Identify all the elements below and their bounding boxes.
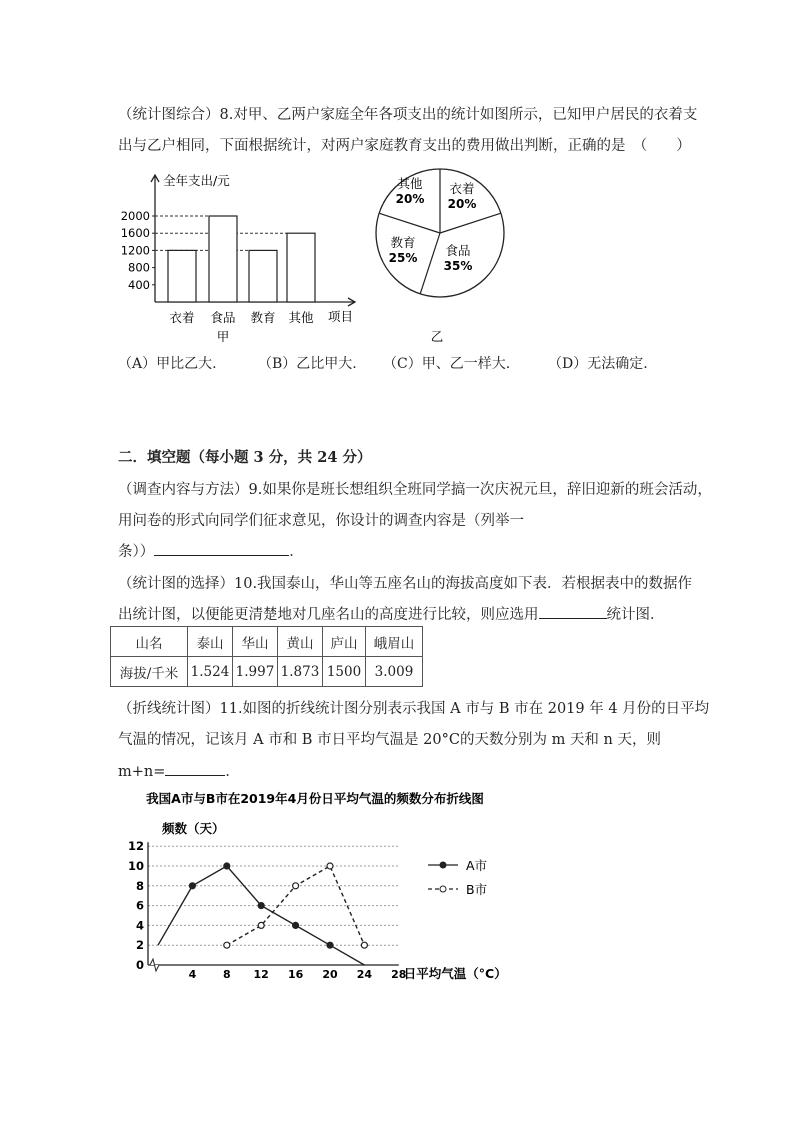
table-header-cell: 黄山 — [278, 627, 323, 657]
y-axis-label: 频数（天） — [162, 821, 225, 836]
x-tick-label: 8 — [222, 968, 231, 981]
pie-slice-value: 20% — [395, 192, 425, 206]
table-header-cell: 泰山 — [188, 627, 233, 657]
table-row — [111, 627, 423, 657]
y-tick-label: 8 — [135, 878, 144, 893]
section-title: 二．填空题（每小题 3 分，共 24 分） — [118, 449, 372, 466]
y-tick-label: 1200 — [120, 243, 150, 258]
y-tick-label: 2 — [135, 938, 144, 953]
q8-option-a: （A）甲比乙大. — [118, 356, 217, 372]
q10-line2 — [118, 603, 665, 624]
q11-line3-text: m+n= — [118, 764, 166, 780]
table-cell: 1.873 — [278, 657, 323, 687]
data-point — [224, 863, 230, 869]
q10-line1: （统计图的选择）10.我国泰山，华山等五座名山的海拔高度如下表．若根据表中的数据作 — [118, 576, 693, 592]
y-tick-label: 6 — [135, 898, 144, 913]
y-tick-label: 10 — [127, 859, 144, 873]
q8-line1: （统计图综合）8.对甲、乙两户家庭全年各项支出的统计如图所示，已知甲户居民的衣着支 — [118, 107, 698, 123]
table-cell: 3.009 — [366, 657, 423, 687]
x-tick-label: 其他 — [288, 310, 314, 325]
series-line — [158, 866, 364, 965]
y-tick-label: 4 — [135, 918, 144, 933]
series-line — [227, 866, 365, 945]
data-point — [327, 942, 333, 948]
x-tick-label: 食品 — [210, 310, 236, 325]
chart-title: 我国A市与B市在2019年4月份日平均气温的频数分布折线图 — [146, 791, 484, 806]
data-point — [189, 883, 195, 889]
chart-caption: 乙 — [430, 329, 444, 344]
y-tick-label: 1600 — [120, 226, 150, 241]
data-point — [293, 883, 299, 889]
table-header-cell: 山名 — [111, 627, 188, 657]
y-tick-label: 400 — [128, 277, 150, 292]
line-chart — [110, 785, 540, 985]
x-tick-label: 衣着 — [169, 310, 195, 325]
mountain-table — [110, 626, 423, 687]
data-point — [224, 942, 230, 948]
table-cell: 1.524 — [188, 657, 233, 687]
q9-line3-text: 条） — [118, 544, 140, 560]
data-point — [293, 922, 299, 928]
pie-slice-label: 食品 — [445, 243, 471, 258]
pie-slice-label: 衣着 — [449, 181, 475, 196]
pie-chart-yi — [365, 160, 515, 345]
x-tick-label: 12 — [253, 968, 269, 981]
q9-line2: 用问卷的形式向同学们征求意见，你设计的调查内容是（列举一 — [118, 513, 524, 529]
data-point — [258, 903, 264, 909]
bar — [209, 216, 237, 302]
q11-period: ． — [225, 764, 240, 780]
legend-label: A市 — [466, 858, 488, 873]
x-axis-label: 日平均气温（°C） — [403, 966, 507, 981]
q9-answer-blank[interactable] — [154, 541, 289, 556]
table-cell: 1.997 — [233, 657, 278, 687]
q9-line1: （调查内容与方法）9.如果你是班长想组织全班同学搞一次庆祝元旦，辞旧迎新的班会活动， — [118, 482, 712, 498]
q11-line1: （折线统计图）11.如图的折线统计图分别表示我国 A 市与 B 市在 2019 年 4 月份的日平均 — [118, 701, 710, 717]
bar — [249, 250, 277, 302]
table-row — [111, 657, 423, 687]
y-tick-label: 0 — [135, 958, 144, 972]
pie-slice-value: 25% — [388, 251, 418, 265]
q8-option-d: （D）无法确定. — [548, 356, 648, 372]
q10-answer-blank[interactable] — [539, 604, 607, 619]
pie-slice-label: 其他 — [397, 176, 423, 191]
x-tick-label: 24 — [356, 968, 373, 981]
q8-option-b: （B）乙比甲大. — [258, 356, 357, 372]
y-axis-label: 全年支出/元 — [163, 173, 230, 188]
table-cell: 1500 — [323, 657, 366, 687]
bar-chart-jia — [115, 165, 365, 345]
y-tick-label: 12 — [127, 839, 144, 854]
data-point — [327, 863, 333, 869]
data-point — [258, 922, 264, 928]
x-tick-label: 16 — [287, 968, 304, 981]
table-cell: 海拔/千米 — [111, 657, 188, 687]
legend-marker — [440, 862, 446, 868]
table-header-cell: 华山 — [233, 627, 278, 657]
q8-option-c: （C）甲、乙一样大. — [383, 356, 511, 372]
data-point — [361, 942, 367, 948]
q11-line2: 气温的情况，记该月 A 市和 B 市日平均气温是 20°C的天数分别为 m 天和 n 天，则 — [118, 732, 661, 748]
pie-slice-value: 35% — [443, 259, 473, 273]
q9-line3: 条）） ． — [118, 540, 304, 561]
x-tick-label: 28 — [391, 968, 407, 981]
bar — [287, 233, 315, 302]
x-axis-label: 项目 — [328, 309, 354, 324]
table-header-cell: 峨眉山 — [366, 627, 423, 657]
x-tick-label: 20 — [322, 968, 338, 981]
q10-line2-post: 统计图． — [606, 607, 665, 623]
pie-slice-value: 20% — [447, 197, 477, 211]
axis-break — [150, 959, 159, 971]
legend-label: B市 — [466, 882, 488, 897]
pie-slice-label: 教育 — [390, 235, 416, 250]
chart-caption: 甲 — [216, 329, 230, 344]
bar — [168, 250, 196, 302]
y-tick-label: 2000 — [120, 209, 150, 223]
q11-answer-blank[interactable] — [165, 761, 225, 776]
q11-line3 — [118, 760, 240, 781]
y-tick-label: 800 — [128, 260, 150, 275]
x-tick-label: 教育 — [250, 310, 276, 325]
x-tick-label: 4 — [188, 968, 197, 981]
table-header-cell: 庐山 — [323, 627, 366, 657]
q8-line2: 出与乙户相同，下面根据统计，对两户家庭教育支出的费用做出判断，正确的是 （ ） — [118, 138, 691, 154]
legend-marker — [440, 886, 446, 892]
q10-line2-pre: 出统计图，以便能更清楚地对几座名山的高度进行比较，则应选用 — [118, 607, 539, 623]
